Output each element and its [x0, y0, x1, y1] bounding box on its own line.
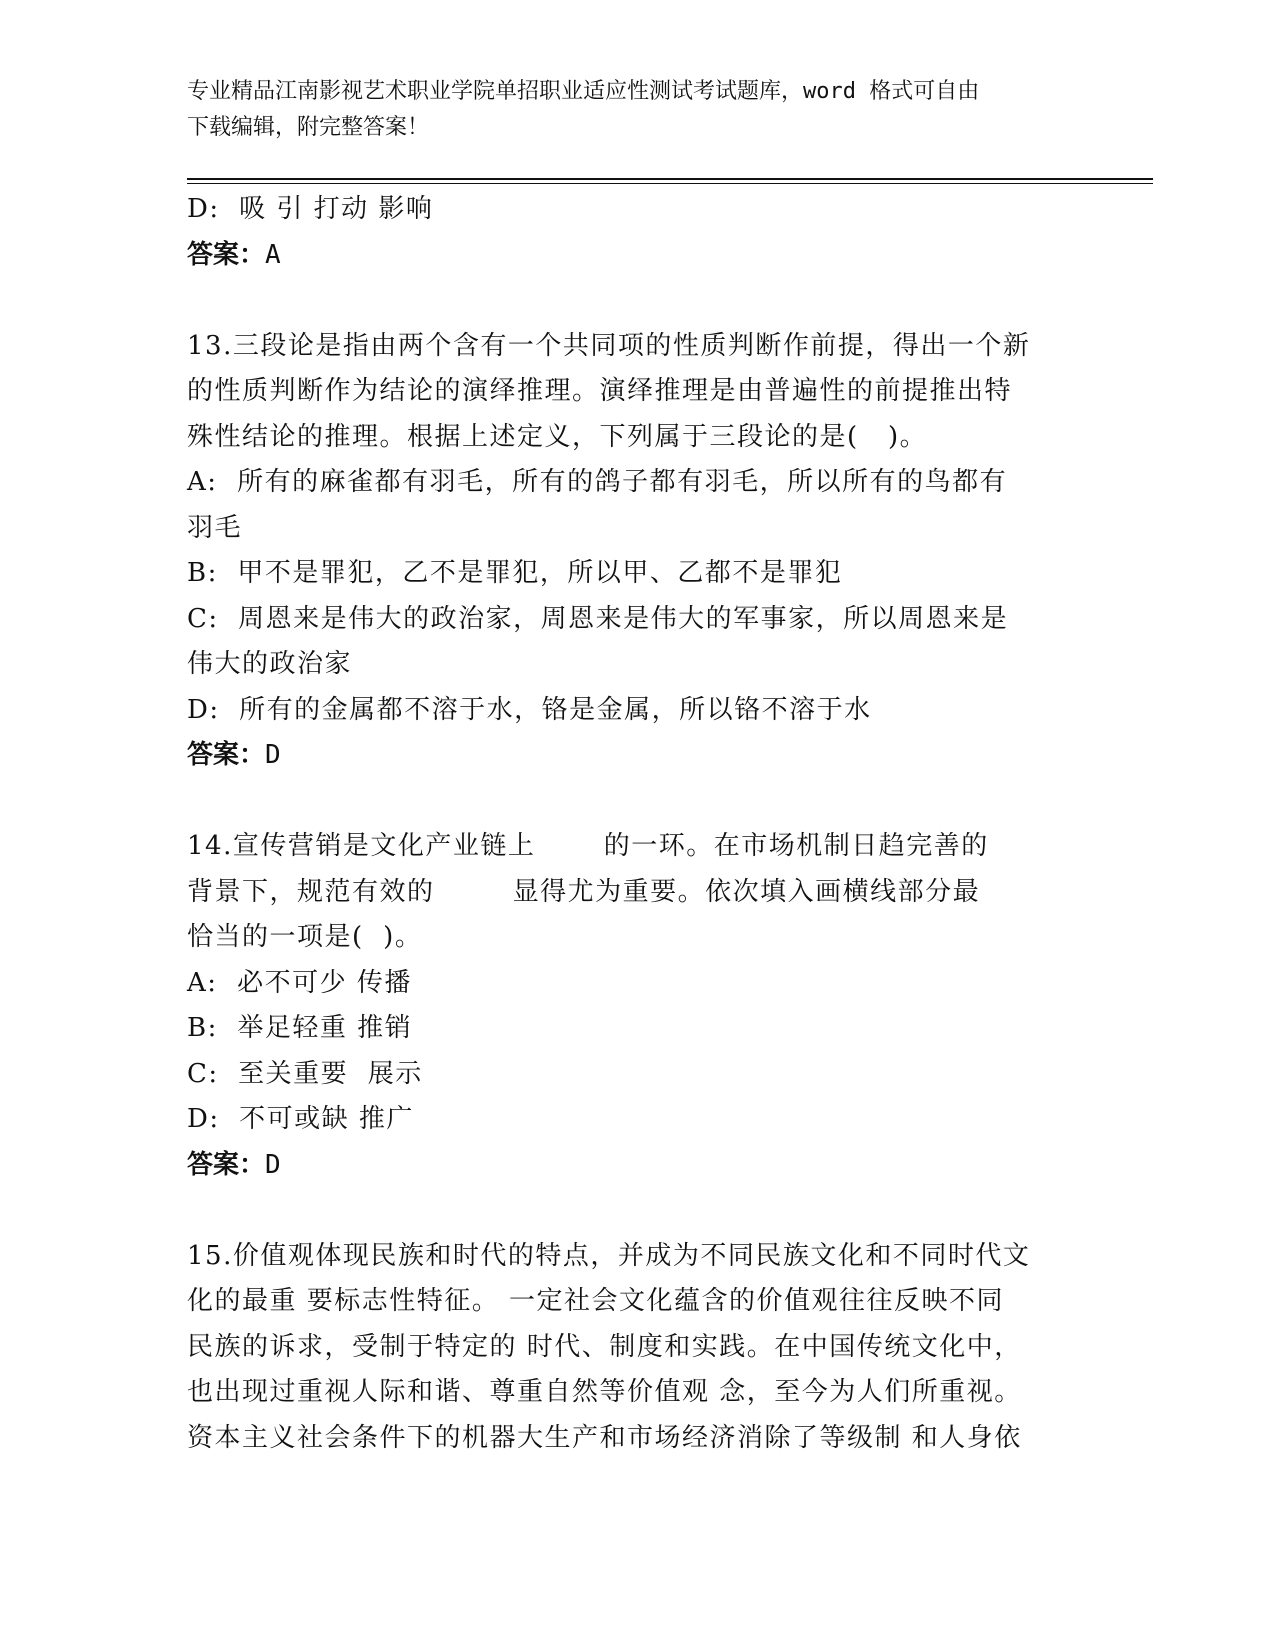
answer-label: 答案：: [187, 740, 266, 770]
question-stem-line: 殊性结论的推理。根据上述定义，下列属于三段论的是( )。: [187, 421, 928, 452]
option-c-continued: 伟大的政治家: [187, 649, 353, 679]
option-b: B: 甲不是罪犯，乙不是罪犯，所以甲、乙都不是罪犯: [187, 558, 843, 588]
option-a: A: 必不可少 传播: [187, 967, 412, 998]
answer-value: D: [265, 1149, 281, 1180]
answer-value: A: [265, 239, 281, 270]
question-stem-line: 背景下，规范有效的 显得尤为重要。依次填入画横线部分最: [187, 876, 981, 907]
answer-value: D: [265, 740, 281, 770]
option-a-continued: 羽毛: [187, 512, 243, 543]
answer: [187, 733, 1077, 779]
answer-label: 答案：: [187, 1149, 266, 1180]
document-header: [187, 74, 1067, 146]
question-stem-line: 14.宣传营销是文化产业链上 的一环。在市场机制日趋完善的: [187, 831, 989, 861]
answer: [187, 1143, 1077, 1189]
question-stem-line: 15.价值观体现民族和时代的特点，并成为不同民族文化和不同时代文: [187, 1240, 1031, 1271]
header-line-2: 下载编辑，附完整答案！: [187, 115, 430, 140]
option-d: D: 不可或缺 推广: [187, 1104, 414, 1134]
option-d: D: 吸 引 打动 影响: [187, 194, 434, 224]
header-line-1: 专业精品江南影视艺术职业学院单招职业适应性测试考试题库，word 格式可自由: [187, 79, 980, 104]
option-b: B: 举足轻重 推销: [187, 1013, 413, 1043]
option-a: A: 所有的麻雀都有羽毛，所有的鸽子都有羽毛，所以所有的鸟都有: [187, 467, 1008, 497]
question-stem-line: 化的最重 要标志性特征。 一定社会文化蕴含的价值观往往反映不同: [187, 1286, 1005, 1316]
question-stem-line: 恰当的一项是( )。: [187, 922, 423, 952]
answer-label: 答案：: [187, 239, 266, 270]
header-rule-thick: [187, 178, 1153, 180]
question-12-tail: [187, 187, 1077, 278]
question-14: [187, 824, 1077, 1188]
question-stem-line: 民族的诉求，受制于特定的 时代、制度和实践。在中国传统文化中，: [187, 1331, 1022, 1362]
document-body: [187, 187, 1077, 1461]
question-stem-line: 资本主义社会条件下的机器大生产和市场经济消除了等级制 和人身依: [187, 1422, 1022, 1453]
question-13: [187, 324, 1077, 779]
header-rule-thin: [187, 183, 1153, 184]
answer: [187, 233, 1077, 279]
question-stem-line: 13.三段论是指由两个含有一个共同项的性质判断作前提，得出一个新: [187, 330, 1031, 361]
option-c: C: 周恩来是伟大的政治家，周恩来是伟大的军事家，所以周恩来是: [187, 603, 1009, 634]
question-stem-line: 也出现过重视人际和谐、尊重自然等价值观 念，至今为人们所重视。: [187, 1377, 1022, 1407]
option-c: C: 至关重要 展示: [187, 1058, 423, 1089]
question-15: [187, 1234, 1077, 1462]
option-d: D: 所有的金属都不溶于水，铬是金属，所以铬不溶于水: [187, 694, 872, 725]
question-stem-line: 的性质判断作为结论的演绎推理。演绎推理是由普遍性的前提推出特: [187, 376, 1013, 406]
